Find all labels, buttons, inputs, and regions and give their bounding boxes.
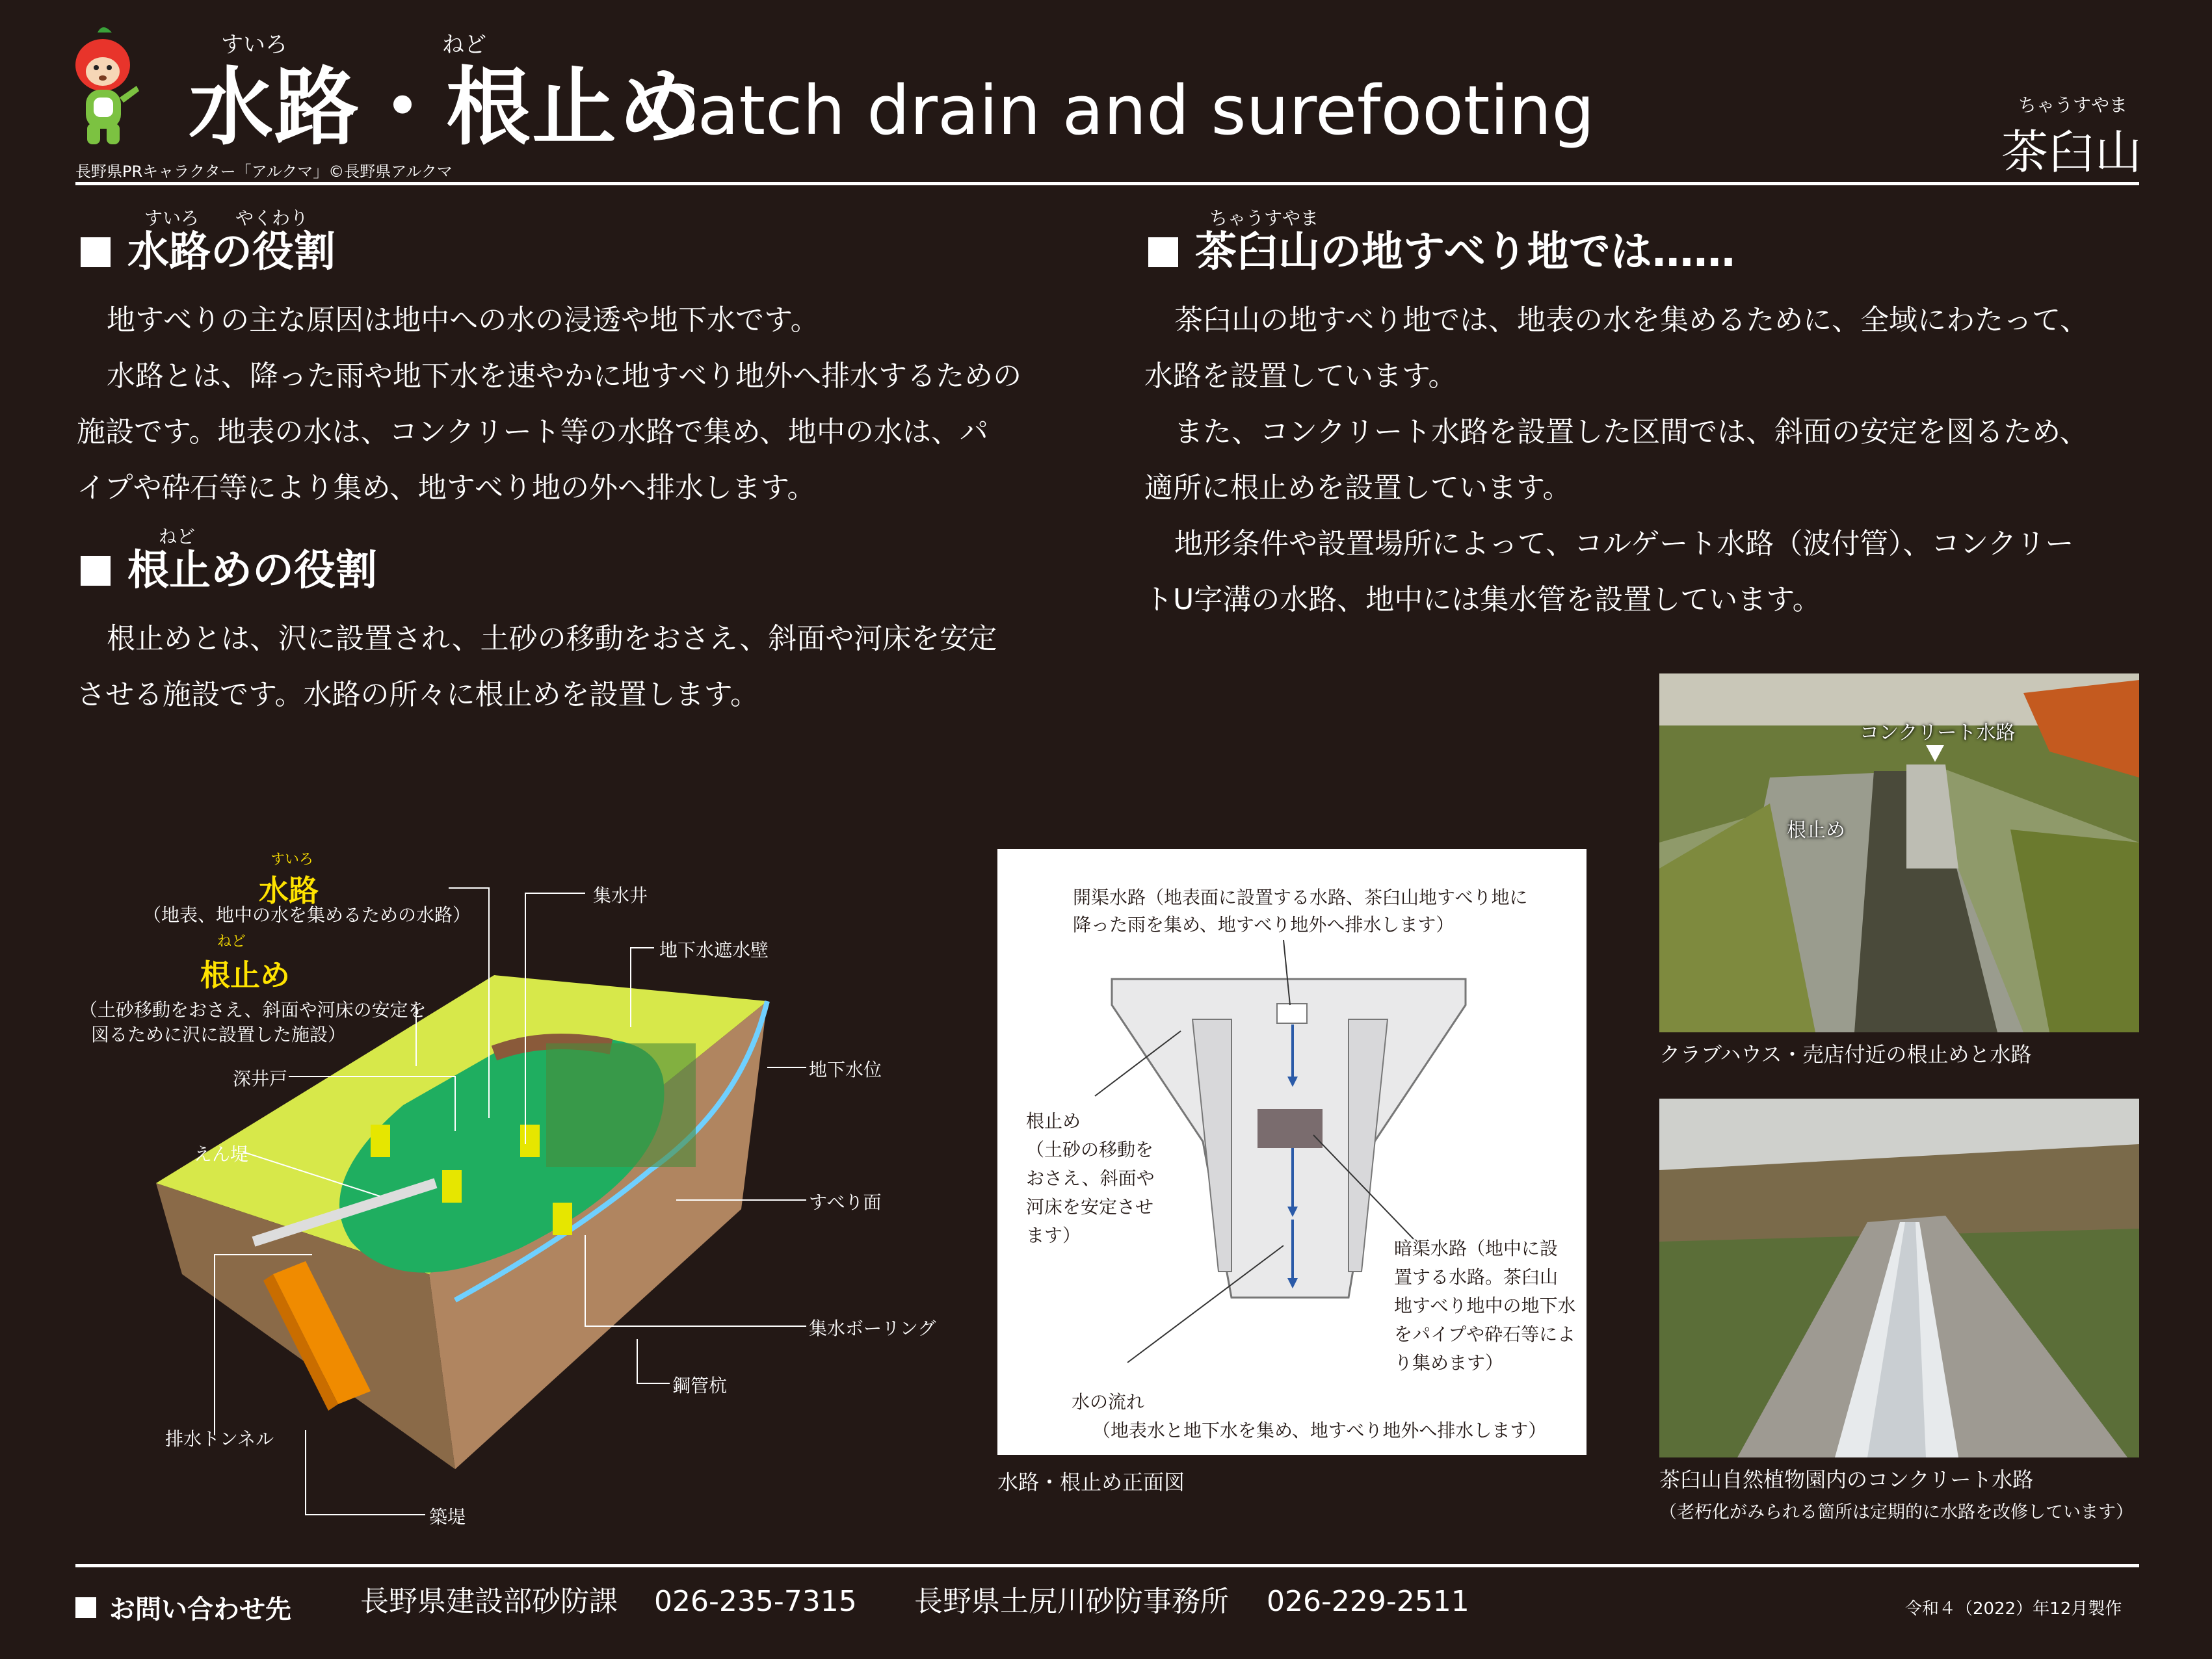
page-title-en: Catch drain and surefooting [650,71,1595,150]
section2-title: 根止めの役割 [127,547,377,595]
d3-suiro-label: 水路 [259,873,319,908]
footer-rule [75,1564,2139,1567]
production-date: 令和４（2022）年12月製作 [1905,1599,2122,1619]
front-nedome-2: （土砂の移動を [1026,1139,1154,1160]
front-flow-2: （地表水と地下水を集め、地すべり地外へ排水します） [1092,1420,1547,1441]
photo2-caption1: 茶臼山自然植物園内のコンクリート水路 [1659,1467,2034,1492]
photo1-caption: クラブハウス・売店付近の根止めと水路 [1659,1042,2032,1067]
d3-boring-label: 集水ボーリング [809,1318,936,1339]
front-view-caption: 水路・根止め正面図 [997,1470,1185,1495]
d3-koukankui-label: 鋼管杭 [672,1375,728,1396]
front-nedome-4: 河床を安定させ [1026,1196,1154,1218]
right-section-title: 茶臼山の地すべり地では…… [1195,228,1735,276]
office2-phone: 026-229-2511 [1267,1585,1469,1618]
front-ankyo-1: 暗渠水路（地中に設 [1394,1238,1559,1259]
footer-contact [75,1589,291,1626]
office2-name: 長野県土尻川砂防事務所 [914,1585,1229,1618]
right-line: 茶臼山の地すべり地では、地表の水を集めるために、全域にわたって、 [1174,304,2089,337]
page-title-ja: 水路・根止め [189,58,704,157]
section1-line: 水路とは、降った雨や地下水を速やかに地すべり地外へ排水するための [107,359,1022,393]
front-nedome-1: 根止め [1026,1110,1081,1132]
contact-label: お問い合わせ先 [109,1595,291,1625]
section2-line: 根止めとは、沢に設置され、土砂の移動をおさえ、斜面や河床を安定 [107,622,997,655]
section2-ruby: ねど [159,526,196,547]
title-ruby-1: すいろ [221,32,287,58]
d3-nedome-label: 根止め [200,958,290,993]
d3-chikutei-label: 築堤 [429,1506,466,1528]
d3-suberimen-label: すべり面 [809,1192,882,1213]
place-ruby: ちゃうすやま [2018,94,2128,116]
d3-nedome-ruby: ねど [217,934,246,950]
d3-nedome-desc2: 図るために沢に設置した施設） [91,1024,347,1045]
section1-ruby: すいろ やくわり [144,207,309,229]
front-top-line1: 開渠水路（地表面に設置する水路、茶臼山地すべり地に [1073,887,1528,908]
front-top-line2: 降った雨を集め、地すべり地外へ排水します） [1073,914,1455,935]
office1-name: 長野県建設部砂防課 [360,1585,618,1618]
d3-shakaheki-label: 地下水遮水壁 [659,939,769,961]
right-line: トU字溝の水路、地中には集水管を設置しています。 [1144,583,1821,616]
d3-nedome-desc1: （土砂移動をおさえ、斜面や河床の安定を [79,999,427,1021]
photo-botanical-garden-drain [1659,1099,2139,1457]
photo1-pointer-icon [1926,745,1944,762]
place-name: 茶臼山 [2001,125,2142,179]
d3-chikasuii-label: 地下水位 [809,1059,882,1080]
front-flow-1: 水の流れ [1072,1391,1145,1413]
d3-fukaido-label: 深井戸 [233,1068,288,1090]
photo1-label-nedome: 根止め [1787,819,1845,842]
d3-tunnel-label: 排水トンネル [165,1428,274,1450]
front-ankyo-2: 置する水路。茶臼山 [1394,1266,1559,1288]
section1-title: 水路の役割 [127,228,336,276]
right-line: また、コンクリート水路を設置した区間では、斜面の安定を図るため、 [1174,415,2088,449]
right-section-ruby: ちゃうすやま [1209,207,1319,229]
photo1-label-concrete: コンクリート水路 [1860,722,2016,744]
right-line: 地形条件や設置場所によって、コルゲート水路（波付管）、コンクリー [1174,527,2074,560]
section2-line: させる施設です。水路の所々に根止めを設置します。 [77,678,759,711]
front-ankyo-5: り集めます） [1394,1352,1504,1374]
square-bullet-icon [75,1597,96,1618]
section1-line: イプや砕石等により集め、地すべり地の外へ排水します。 [77,471,816,504]
d3-entei-label: えん堤 [194,1143,249,1165]
d3-suiro-ruby: すいろ [270,852,314,868]
section1-line: 地すべりの主な原因は地中への水の浸透や地下水です。 [107,304,819,337]
office1-phone: 026-235-7315 [654,1585,857,1618]
front-ankyo-3: 地すべり地中の地下水 [1394,1295,1576,1316]
mascot-credit: 長野県PRキャラクター「アルクマ」©長野県アルクマ [75,163,453,181]
right-line: 水路を設置しています。 [1144,359,1457,393]
right-line: 適所に根止めを設置しています。 [1144,471,1572,504]
front-nedome-3: おさえ、斜面や [1026,1168,1155,1189]
front-ankyo-4: をパイプや砕石等によ [1394,1324,1576,1345]
photo2-caption2: （老朽化がみられる箇所は定期的に水路を改修しています） [1659,1502,2133,1522]
d3-suiro-desc: （地表、地中の水を集めるための水路） [143,904,471,926]
front-nedome-5: ます） [1026,1225,1081,1246]
title-ruby-2: ねど [442,32,486,58]
section1-line: 施設です。地表の水は、コンクリート等の水路で集め、地中の水は、パ [77,415,988,449]
d3-shusuisei-label: 集水井 [593,885,648,906]
